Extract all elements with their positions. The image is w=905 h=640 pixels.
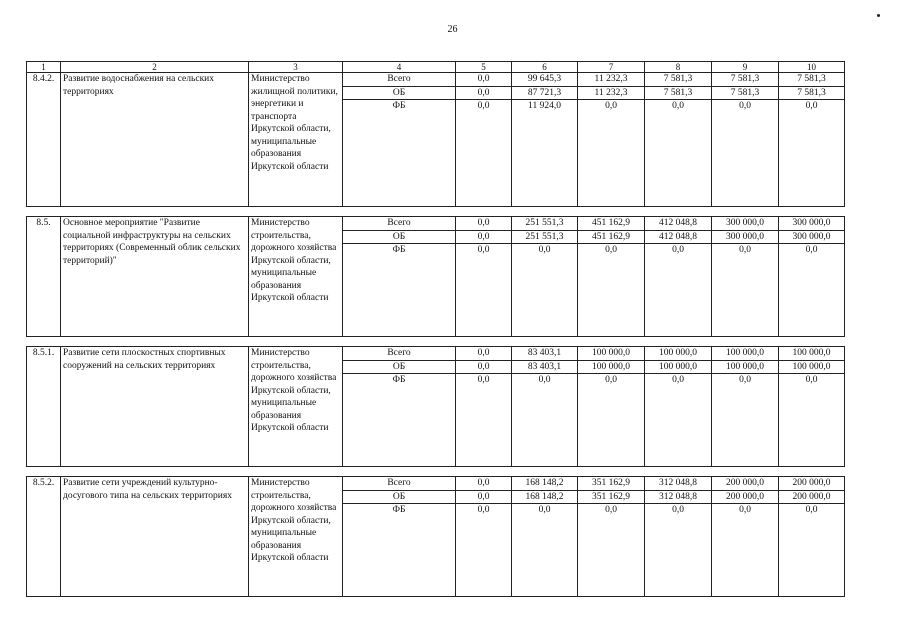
value-cell: 200 000,0 [779, 490, 845, 504]
value-cell: 0,0 [578, 504, 645, 597]
value-cell: 0,0 [512, 244, 578, 337]
funding-source: ФБ [343, 244, 456, 337]
value-cell: 100 000,0 [645, 347, 712, 361]
value-cell: 0,0 [578, 244, 645, 337]
row-name: Развитие сети плоскостных спортивных сооружений на сельских территориях [61, 347, 249, 467]
funding-source: ФБ [343, 504, 456, 597]
value-cell: 168 148,2 [512, 490, 578, 504]
table-row [27, 217, 845, 231]
page-number: 26 [447, 24, 458, 35]
value-cell: 412 048,8 [645, 230, 712, 244]
value-cell: 7 581,3 [712, 73, 779, 87]
value-cell: 7 581,3 [645, 73, 712, 87]
value-cell: 0,0 [645, 374, 712, 467]
value-cell: 0,0 [645, 100, 712, 207]
value-cell: 100 000,0 [578, 347, 645, 361]
value-cell: 0,0 [779, 504, 845, 597]
value-cell: 200 000,0 [779, 477, 845, 491]
value-cell: 83 403,1 [512, 347, 578, 361]
value-cell: 351 162,9 [578, 477, 645, 491]
value-cell: 0,0 [712, 374, 779, 467]
gap-cell [27, 467, 845, 477]
value-cell: 412 048,8 [645, 217, 712, 231]
value-cell: 451 162,9 [578, 217, 645, 231]
value-cell: 312 048,8 [645, 490, 712, 504]
funding-source: ОБ [343, 360, 456, 374]
value-cell: 0,0 [712, 100, 779, 207]
value-cell: 11 232,3 [578, 73, 645, 87]
funding-source: ОБ [343, 86, 456, 100]
row-name: Основное мероприятие "Развитие социальной инфраструктуры на сельских территориях (Современный облик сельских территорий)" [61, 217, 249, 337]
value-cell: 0,0 [456, 490, 512, 504]
table-row [27, 477, 845, 491]
value-cell: 0,0 [712, 504, 779, 597]
value-cell: 87 721,3 [512, 86, 578, 100]
row-code: 8.5.1. [27, 347, 61, 467]
header-row [27, 62, 845, 73]
value-cell: 11 924,0 [512, 100, 578, 207]
value-cell: 168 148,2 [512, 477, 578, 491]
funding-source: Всего [343, 217, 456, 231]
value-cell: 0,0 [578, 100, 645, 207]
row-code: 8.4.2. [27, 73, 61, 207]
value-cell: 99 645,3 [512, 73, 578, 87]
value-cell: 100 000,0 [578, 360, 645, 374]
value-cell: 0,0 [456, 347, 512, 361]
column-header: 7 [578, 62, 645, 73]
gap-cell [27, 207, 845, 217]
value-cell: 0,0 [456, 100, 512, 207]
value-cell: 351 162,9 [578, 490, 645, 504]
value-cell: 0,0 [779, 100, 845, 207]
block-gap [27, 337, 845, 347]
value-cell: 0,0 [456, 477, 512, 491]
stray-mark [877, 14, 880, 17]
value-cell: 7 581,3 [712, 86, 779, 100]
value-cell: 300 000,0 [779, 217, 845, 231]
funding-source: Всего [343, 73, 456, 87]
value-cell: 0,0 [456, 217, 512, 231]
value-cell: 0,0 [779, 244, 845, 337]
row-code: 8.5. [27, 217, 61, 337]
column-header: 3 [249, 62, 343, 73]
value-cell: 0,0 [456, 360, 512, 374]
column-header: 1 [27, 62, 61, 73]
value-cell: 0,0 [456, 73, 512, 87]
funding-source: ФБ [343, 100, 456, 207]
gap-cell [27, 337, 845, 347]
column-header: 6 [512, 62, 578, 73]
value-cell: 251 551,3 [512, 230, 578, 244]
value-cell: 312 048,8 [645, 477, 712, 491]
column-header: 9 [712, 62, 779, 73]
value-cell: 0,0 [779, 374, 845, 467]
value-cell: 100 000,0 [712, 347, 779, 361]
value-cell: 0,0 [456, 230, 512, 244]
column-header: 2 [61, 62, 249, 73]
row-executor: Министерство жилищной политики, энергетики и транспорта Иркутской области, муниципальные образования Иркутской области [249, 73, 343, 207]
value-cell: 0,0 [645, 504, 712, 597]
value-cell: 0,0 [456, 374, 512, 467]
value-cell: 251 551,3 [512, 217, 578, 231]
column-header: 5 [456, 62, 512, 73]
value-cell: 7 581,3 [779, 86, 845, 100]
value-cell: 200 000,0 [712, 490, 779, 504]
row-executor: Министерство строительства, дорожного хозяйства Иркутской области, муниципальные образования Иркутской области [249, 347, 343, 467]
row-executor: Министерство строительства, дорожного хозяйства Иркутской области, муниципальные образования Иркутской области [249, 477, 343, 597]
value-cell: 100 000,0 [779, 360, 845, 374]
row-code: 8.5.2. [27, 477, 61, 597]
value-cell: 300 000,0 [712, 217, 779, 231]
value-cell: 0,0 [512, 504, 578, 597]
value-cell: 0,0 [456, 504, 512, 597]
value-cell: 451 162,9 [578, 230, 645, 244]
funding-source: ОБ [343, 230, 456, 244]
row-executor: Министерство строительства, дорожного хозяйства Иркутской области, муниципальные образования Иркутской области [249, 217, 343, 337]
block-gap [27, 467, 845, 477]
funding-source: Всего [343, 477, 456, 491]
value-cell: 83 403,1 [512, 360, 578, 374]
column-header: 10 [779, 62, 845, 73]
budget-table [26, 61, 845, 597]
value-cell: 11 232,3 [578, 86, 645, 100]
value-cell: 0,0 [645, 244, 712, 337]
row-name: Развитие сети учреждений культурно-досугового типа на сельских территориях [61, 477, 249, 597]
table-row [27, 73, 845, 87]
funding-source: Всего [343, 347, 456, 361]
row-name: Развитие водоснабжения на сельских территориях [61, 73, 249, 207]
value-cell: 0,0 [512, 374, 578, 467]
value-cell: 0,0 [712, 244, 779, 337]
value-cell: 100 000,0 [712, 360, 779, 374]
table-row [27, 347, 845, 361]
value-cell: 200 000,0 [712, 477, 779, 491]
funding-source: ФБ [343, 374, 456, 467]
value-cell: 7 581,3 [645, 86, 712, 100]
value-cell: 100 000,0 [779, 347, 845, 361]
value-cell: 300 000,0 [712, 230, 779, 244]
value-cell: 0,0 [578, 374, 645, 467]
block-gap [27, 207, 845, 217]
value-cell: 7 581,3 [779, 73, 845, 87]
column-header: 4 [343, 62, 456, 73]
value-cell: 0,0 [456, 244, 512, 337]
value-cell: 100 000,0 [645, 360, 712, 374]
value-cell: 300 000,0 [779, 230, 845, 244]
value-cell: 0,0 [456, 86, 512, 100]
column-header: 8 [645, 62, 712, 73]
funding-source: ОБ [343, 490, 456, 504]
